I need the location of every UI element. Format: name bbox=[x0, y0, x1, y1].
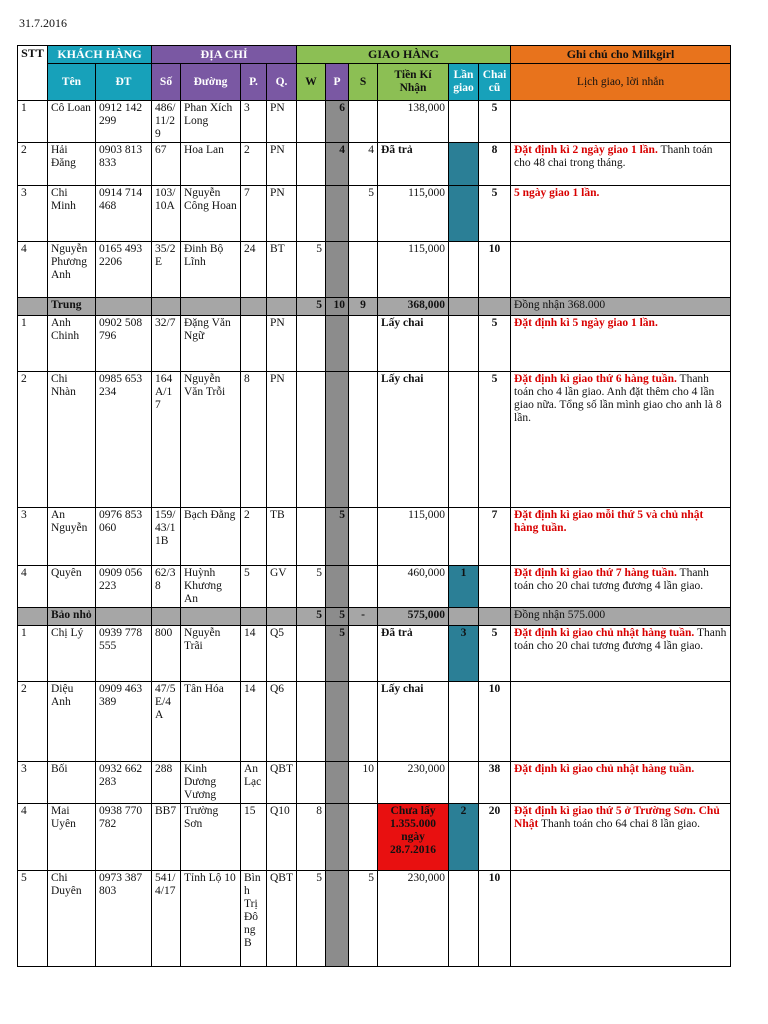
stt-cell: 1 bbox=[18, 626, 48, 682]
dt-header: ĐT bbox=[96, 64, 152, 101]
ward-cell: 2 bbox=[241, 508, 267, 566]
name-cell: Chi Minh bbox=[48, 186, 96, 242]
summary-note: Đồng nhận 575.000 bbox=[511, 608, 731, 626]
street-cell: Hoa Lan bbox=[181, 143, 241, 186]
street-cell: Trường Sơn bbox=[181, 804, 241, 871]
house-number-cell: 486/11/29 bbox=[152, 101, 181, 143]
old-bottles-cell: 5 bbox=[479, 316, 511, 372]
ward-cell: An Lạc bbox=[241, 762, 267, 804]
street-cell: Tỉnh Lộ 10 bbox=[181, 871, 241, 967]
delivery-count-cell bbox=[449, 871, 479, 967]
table-row bbox=[18, 143, 731, 186]
s-cell: 5 bbox=[349, 186, 378, 242]
phone-cell: 0938 770 782 bbox=[96, 804, 152, 871]
s-cell bbox=[349, 316, 378, 372]
delivery-count-cell: 2 bbox=[449, 804, 479, 871]
w-cell bbox=[297, 762, 326, 804]
street-cell: Tân Hóa bbox=[181, 682, 241, 762]
name-cell: Quyên bbox=[48, 566, 96, 608]
phone-cell: 0939 778 555 bbox=[96, 626, 152, 682]
note-cell bbox=[511, 101, 731, 143]
house-number-cell: 800 bbox=[152, 626, 181, 682]
table-row bbox=[18, 566, 731, 608]
s-cell bbox=[349, 242, 378, 298]
delivery-count-cell bbox=[449, 682, 479, 762]
delivery-count-cell bbox=[449, 762, 479, 804]
p-header: P. bbox=[241, 64, 267, 101]
summary-w: 5 bbox=[297, 298, 326, 316]
street-cell: Huỳnh Khương An bbox=[181, 566, 241, 608]
district-cell: QBT bbox=[267, 762, 297, 804]
district-cell: PN bbox=[267, 186, 297, 242]
w-header: W bbox=[297, 64, 326, 101]
summary-stt bbox=[18, 298, 48, 316]
district-cell: Q10 bbox=[267, 804, 297, 871]
lich-giao-header: Lịch giao, lời nhắn bbox=[511, 64, 731, 101]
old-bottles-cell bbox=[479, 566, 511, 608]
note-highlight: Đặt định kì 5 ngày giao 1 lần. bbox=[514, 317, 658, 329]
table-row bbox=[18, 626, 731, 682]
summary-empty bbox=[152, 298, 181, 316]
name-cell: Bối bbox=[48, 762, 96, 804]
amount-cell: Lấy chai bbox=[378, 316, 449, 372]
summary-empty bbox=[241, 608, 267, 626]
stt-cell: 1 bbox=[18, 316, 48, 372]
report-date: 31.7.2016 bbox=[19, 16, 67, 30]
delivery-count-cell: 1 bbox=[449, 566, 479, 608]
s-cell bbox=[349, 682, 378, 762]
house-number-cell: 67 bbox=[152, 143, 181, 186]
summary-empty bbox=[479, 298, 511, 316]
old-bottles-cell: 5 bbox=[479, 186, 511, 242]
note-cell bbox=[511, 626, 731, 682]
house-number-cell: 159/43/1 1B bbox=[152, 508, 181, 566]
stt-cell: 2 bbox=[18, 372, 48, 508]
district-cell: PN bbox=[267, 372, 297, 508]
p-cell bbox=[326, 804, 349, 871]
w-cell bbox=[297, 186, 326, 242]
amount-cell: 460,000 bbox=[378, 566, 449, 608]
name-cell: Chi Duyên bbox=[48, 871, 96, 967]
district-cell: PN bbox=[267, 143, 297, 186]
amount-cell: 115,000 bbox=[378, 186, 449, 242]
district-cell: GV bbox=[267, 566, 297, 608]
w-cell bbox=[297, 372, 326, 508]
house-number-cell: 47/5E/4A bbox=[152, 682, 181, 762]
street-cell: Nguyễn Trãi bbox=[181, 626, 241, 682]
phone-cell: 0902 508 796 bbox=[96, 316, 152, 372]
summary-empty bbox=[267, 608, 297, 626]
s-cell bbox=[349, 372, 378, 508]
house-number-cell: 541/4/17 bbox=[152, 871, 181, 967]
district-cell: TB bbox=[267, 508, 297, 566]
w-cell bbox=[297, 101, 326, 143]
w-cell: 5 bbox=[297, 871, 326, 967]
table-row bbox=[18, 804, 731, 871]
s-cell bbox=[349, 101, 378, 143]
summary-empty bbox=[449, 298, 479, 316]
name-cell: Nguyễn Phương Anh bbox=[48, 242, 96, 298]
p-cell: 4 bbox=[326, 143, 349, 186]
amount-cell: 115,000 bbox=[378, 242, 449, 298]
note-cell bbox=[511, 682, 731, 762]
phone-cell: 0909 463 389 bbox=[96, 682, 152, 762]
ghi-chu-header: Ghi chú cho Milkgirl bbox=[511, 46, 731, 64]
note-highlight: Đặt định kì 2 ngày giao 1 lần. bbox=[514, 144, 658, 156]
summary-row bbox=[18, 298, 731, 316]
table-row bbox=[18, 101, 731, 143]
phone-cell: 0976 853 060 bbox=[96, 508, 152, 566]
ward-cell: 3 bbox=[241, 101, 267, 143]
s-cell bbox=[349, 626, 378, 682]
stt-cell: 3 bbox=[18, 762, 48, 804]
dia-chi-header: ĐỊA CHỈ bbox=[152, 46, 297, 64]
delivery-count-cell bbox=[449, 372, 479, 508]
summary-row bbox=[18, 608, 731, 626]
note-highlight: 5 ngày giao 1 lần. bbox=[514, 187, 600, 199]
name-cell: Anh Chinh bbox=[48, 316, 96, 372]
phone-cell: 0909 056 223 bbox=[96, 566, 152, 608]
w-cell: 5 bbox=[297, 566, 326, 608]
district-cell: PN bbox=[267, 101, 297, 143]
street-cell: Đinh Bộ Lĩnh bbox=[181, 242, 241, 298]
amount-cell: 115,000 bbox=[378, 508, 449, 566]
s-cell: 5 bbox=[349, 871, 378, 967]
ward-cell: 14 bbox=[241, 626, 267, 682]
ward-cell: 7 bbox=[241, 186, 267, 242]
note-highlight: Đặt định kì giao mỗi thứ 5 và chủ nhật hàng tuần. bbox=[514, 509, 704, 534]
note-cell bbox=[511, 186, 731, 242]
summary-p: 5 bbox=[326, 608, 349, 626]
ward-cell: 24 bbox=[241, 242, 267, 298]
district-cell: Q5 bbox=[267, 626, 297, 682]
p-cell bbox=[326, 682, 349, 762]
ward-cell: 5 bbox=[241, 566, 267, 608]
old-bottles-cell: 38 bbox=[479, 762, 511, 804]
note-cell bbox=[511, 762, 731, 804]
house-number-cell: 35/2E bbox=[152, 242, 181, 298]
delivery-count-cell bbox=[449, 101, 479, 143]
phone-cell: 0973 387 803 bbox=[96, 871, 152, 967]
delivery-count-cell: 3 bbox=[449, 626, 479, 682]
phone-cell: 0914 714 468 bbox=[96, 186, 152, 242]
old-bottles-cell: 8 bbox=[479, 143, 511, 186]
stt-cell: 2 bbox=[18, 143, 48, 186]
s-cell bbox=[349, 804, 378, 871]
phone-cell: 0165 493 2206 bbox=[96, 242, 152, 298]
summary-empty bbox=[152, 608, 181, 626]
note-text: Thanh toán cho 20 chai tương đương 4 lần giao. bbox=[514, 567, 709, 592]
district-cell: Q6 bbox=[267, 682, 297, 762]
house-number-cell: 164A/17 bbox=[152, 372, 181, 508]
p-cell bbox=[326, 871, 349, 967]
q-header: Q. bbox=[267, 64, 297, 101]
phone-cell: 0912 142 299 bbox=[96, 101, 152, 143]
delivery-count-cell bbox=[449, 143, 479, 186]
p-cell bbox=[326, 242, 349, 298]
s-header: S bbox=[349, 64, 378, 101]
summary-s: 9 bbox=[349, 298, 378, 316]
note-highlight: Đặt định kì giao thứ 7 hàng tuần. bbox=[514, 567, 677, 579]
stt-cell: 1 bbox=[18, 101, 48, 143]
street-cell: Bạch Đằng bbox=[181, 508, 241, 566]
note-cell bbox=[511, 372, 731, 508]
note-cell bbox=[511, 508, 731, 566]
summary-w: 5 bbox=[297, 608, 326, 626]
summary-empty bbox=[96, 298, 152, 316]
summary-empty bbox=[96, 608, 152, 626]
lan-giao-header: Lần giao bbox=[449, 64, 479, 101]
amount-cell: Lấy chai bbox=[378, 682, 449, 762]
delivery-table bbox=[17, 45, 731, 967]
w-cell bbox=[297, 316, 326, 372]
old-bottles-cell: 10 bbox=[479, 682, 511, 762]
amount-cell: Chưa lấy 1.355.000 ngày 28.7.2016 bbox=[378, 804, 449, 871]
name-cell: Chi Nhàn bbox=[48, 372, 96, 508]
w-cell bbox=[297, 508, 326, 566]
p-cell: 5 bbox=[326, 508, 349, 566]
delivery-count-cell bbox=[449, 316, 479, 372]
street-cell: Nguyễn Công Hoan bbox=[181, 186, 241, 242]
amount-cell: Lấy chai bbox=[378, 372, 449, 508]
ward-cell: 8 bbox=[241, 372, 267, 508]
p-cell: 5 bbox=[326, 626, 349, 682]
khach-hang-header: KHÁCH HÀNG bbox=[48, 46, 152, 64]
tien-header: Tiền Kí Nhận bbox=[378, 64, 449, 101]
note-cell bbox=[511, 242, 731, 298]
name-cell: Diệu Anh bbox=[48, 682, 96, 762]
stt-cell: 4 bbox=[18, 566, 48, 608]
amount-cell: 138,000 bbox=[378, 101, 449, 143]
p-cell bbox=[326, 316, 349, 372]
name-cell: Hải Đăng bbox=[48, 143, 96, 186]
summary-empty bbox=[181, 608, 241, 626]
table-row bbox=[18, 682, 731, 762]
ward-cell: Bình Trị Đông B bbox=[241, 871, 267, 967]
phone-cell: 0985 653 234 bbox=[96, 372, 152, 508]
so-header: Số bbox=[152, 64, 181, 101]
w-cell bbox=[297, 626, 326, 682]
stt-cell: 2 bbox=[18, 682, 48, 762]
p-cell: 6 bbox=[326, 101, 349, 143]
s-cell: 10 bbox=[349, 762, 378, 804]
stt-cell: 3 bbox=[18, 508, 48, 566]
summary-empty bbox=[181, 298, 241, 316]
house-number-cell: 103/10A bbox=[152, 186, 181, 242]
giao-hang-header: GIAO HÀNG bbox=[297, 46, 511, 64]
amount-cell: Đã trả bbox=[378, 626, 449, 682]
street-cell: Kinh Dương Vương bbox=[181, 762, 241, 804]
s-cell: 4 bbox=[349, 143, 378, 186]
stt-header: STT bbox=[18, 46, 48, 101]
note-text: Thanh toán cho 20 chai tương đương 4 lần giao. bbox=[514, 627, 727, 652]
note-text: Thanh toán cho 64 chai 8 lần giao. bbox=[540, 818, 701, 830]
house-number-cell: BB7 bbox=[152, 804, 181, 871]
old-bottles-cell: 5 bbox=[479, 372, 511, 508]
summary-empty bbox=[479, 608, 511, 626]
summary-amount: 575,000 bbox=[378, 608, 449, 626]
table-row bbox=[18, 316, 731, 372]
note-text: Thanh toán cho 4 lần giao. Anh đặt thêm cho 4 lần giao nữa. Tổng số lần mình giao cho anh là 8 lần. bbox=[514, 373, 722, 424]
amount-cell: 230,000 bbox=[378, 762, 449, 804]
table-row bbox=[18, 372, 731, 508]
note-highlight: Đặt định kì giao thứ 6 hàng tuần. bbox=[514, 373, 677, 385]
amount-cell: Đã trả bbox=[378, 143, 449, 186]
stt-cell: 3 bbox=[18, 186, 48, 242]
header-row-2 bbox=[18, 64, 731, 101]
p-cell bbox=[326, 762, 349, 804]
p-cell bbox=[326, 566, 349, 608]
stt-cell: 4 bbox=[18, 804, 48, 871]
ward-cell: 15 bbox=[241, 804, 267, 871]
w-cell bbox=[297, 143, 326, 186]
summary-empty bbox=[241, 298, 267, 316]
house-number-cell: 62/38 bbox=[152, 566, 181, 608]
delivery-count-cell bbox=[449, 186, 479, 242]
stt-cell: 5 bbox=[18, 871, 48, 967]
ward-cell bbox=[241, 316, 267, 372]
p-cell bbox=[326, 186, 349, 242]
summary-note: Đồng nhận 368.000 bbox=[511, 298, 731, 316]
delivery-count-cell bbox=[449, 508, 479, 566]
summary-p: 10 bbox=[326, 298, 349, 316]
note-cell bbox=[511, 871, 731, 967]
street-cell: Phan Xích Long bbox=[181, 101, 241, 143]
w-cell: 8 bbox=[297, 804, 326, 871]
chai-cu-header: Chai cũ bbox=[479, 64, 511, 101]
ten-header: Tên bbox=[48, 64, 96, 101]
district-cell: PN bbox=[267, 316, 297, 372]
summary-empty bbox=[267, 298, 297, 316]
pcol-header: P bbox=[326, 64, 349, 101]
district-cell: QBT bbox=[267, 871, 297, 967]
note-cell bbox=[511, 143, 731, 186]
note-cell bbox=[511, 316, 731, 372]
name-cell: Chị Lý bbox=[48, 626, 96, 682]
p-cell bbox=[326, 372, 349, 508]
district-cell: BT bbox=[267, 242, 297, 298]
header-row-1 bbox=[18, 46, 731, 64]
summary-name: Bảo nhỏ bbox=[48, 608, 96, 626]
w-cell bbox=[297, 682, 326, 762]
old-bottles-cell: 20 bbox=[479, 804, 511, 871]
phone-cell: 0932 662 283 bbox=[96, 762, 152, 804]
s-cell bbox=[349, 508, 378, 566]
note-cell bbox=[511, 566, 731, 608]
old-bottles-cell: 10 bbox=[479, 871, 511, 967]
s-cell bbox=[349, 566, 378, 608]
street-cell: Đặng Văn Ngữ bbox=[181, 316, 241, 372]
table-row bbox=[18, 762, 731, 804]
note-text: Thanh toán cho 48 chai trong tháng. bbox=[514, 144, 713, 169]
phone-cell: 0903 813 833 bbox=[96, 143, 152, 186]
old-bottles-cell: 5 bbox=[479, 101, 511, 143]
note-highlight: Đặt định kì giao thứ 5 ở Trường Sơn. Chủ Nhật bbox=[514, 805, 720, 830]
summary-stt bbox=[18, 608, 48, 626]
name-cell: Cô Loan bbox=[48, 101, 96, 143]
duong-header: Đường bbox=[181, 64, 241, 101]
summary-s: - bbox=[349, 608, 378, 626]
table-row bbox=[18, 871, 731, 967]
summary-empty bbox=[449, 608, 479, 626]
summary-name: Trung bbox=[48, 298, 96, 316]
table-row bbox=[18, 508, 731, 566]
ward-cell: 2 bbox=[241, 143, 267, 186]
street-cell: Nguyễn Văn Trỗi bbox=[181, 372, 241, 508]
house-number-cell: 288 bbox=[152, 762, 181, 804]
note-highlight: Đặt định kì giao chủ nhật hàng tuần. bbox=[514, 763, 695, 775]
amount-cell: 230,000 bbox=[378, 871, 449, 967]
old-bottles-cell: 5 bbox=[479, 626, 511, 682]
stt-cell: 4 bbox=[18, 242, 48, 298]
name-cell: Mai Uyên bbox=[48, 804, 96, 871]
old-bottles-cell: 7 bbox=[479, 508, 511, 566]
house-number-cell: 32/7 bbox=[152, 316, 181, 372]
table-row bbox=[18, 242, 731, 298]
w-cell: 5 bbox=[297, 242, 326, 298]
table-row bbox=[18, 186, 731, 242]
delivery-count-cell bbox=[449, 242, 479, 298]
ward-cell: 14 bbox=[241, 682, 267, 762]
name-cell: An Nguyễn bbox=[48, 508, 96, 566]
old-bottles-cell: 10 bbox=[479, 242, 511, 298]
note-cell bbox=[511, 804, 731, 871]
summary-amount: 368,000 bbox=[378, 298, 449, 316]
note-highlight: Đặt định kì giao chủ nhật hàng tuần. bbox=[514, 627, 695, 639]
